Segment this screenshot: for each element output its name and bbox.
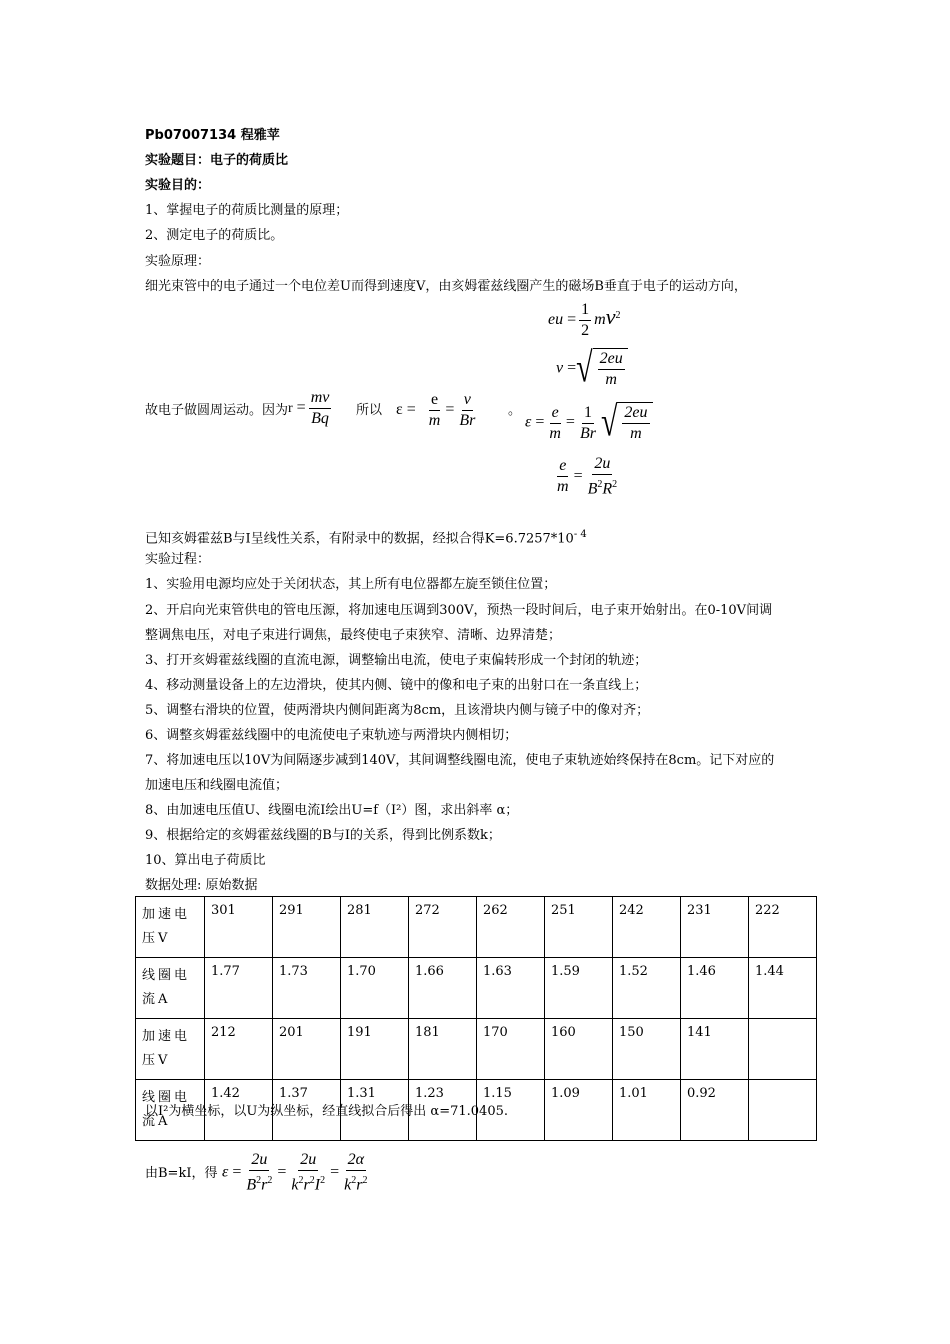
row-label: 线圈电流A [136, 1080, 205, 1141]
table-cell: 231 [681, 897, 749, 958]
table-cell: 1.15 [477, 1080, 545, 1141]
table-cell: 242 [613, 897, 681, 958]
procedure-heading: 实验过程： [145, 552, 211, 567]
principle-text-2 [145, 402, 288, 420]
equation-ratio-final: $\frac{e}{m}$ = $\frac{2u}{B^2R^2}$ [557, 455, 618, 498]
table-cell: 1.77 [205, 958, 273, 1019]
known-relation-text: 已知亥姆霍兹B与I呈线性关系，有附录中的数据，经拟合得K=6.7257*10 [145, 531, 574, 547]
purpose-2: 2、测定电子的荷质比。 [145, 228, 284, 243]
table-cell: 181 [409, 1019, 477, 1080]
principle-text-1: 细光束管中的电子通过一个电位差U而得到速度V，由亥姆霍兹线圈产生的磁场B垂直于电子的运动方向， [145, 279, 747, 294]
table-cell: 1.42 [205, 1080, 273, 1141]
known-relation-exponent: - 4 [573, 529, 587, 540]
equation-epsilon: ε = $\frac{e}{m}$ = $\frac{v}{Br}$ [396, 391, 476, 429]
table-cell: 251 [545, 897, 613, 958]
row-label: 加速电压V [136, 897, 205, 958]
table-cell: 1.59 [545, 958, 613, 1019]
table-cell: 170 [477, 1019, 545, 1080]
student-id-name: Pb07007134 程雅苹 [145, 128, 280, 143]
table-cell: 1.44 [749, 958, 817, 1019]
procedure-step: 1、实验用电源均应处于关闭状态，其上所有电位器都左旋至锁住位置； [145, 577, 557, 592]
procedure-step: 9、根据给定的亥姆霍兹线圈的B与I的关系，得到比例系数k； [145, 828, 501, 843]
table-cell: 272 [409, 897, 477, 958]
table-cell: 291 [273, 897, 341, 958]
equation-velocity: v = √ $\frac{2eu}{m}$ [556, 348, 628, 390]
procedure-step: 5、调整右滑块的位置，使两滑块内侧间距离为8cm，且该滑块内侧与镜子中的像对齐； [145, 703, 650, 718]
known-relation [145, 526, 587, 548]
table-cell: 1.63 [477, 958, 545, 1019]
row-label: 加速电压V [136, 1019, 205, 1080]
table-cell: 1.70 [341, 958, 409, 1019]
equation-energy: eu = $\frac{1}{2}$ $mv^2$ [548, 301, 621, 339]
table-cell [749, 1080, 817, 1141]
table-cell: 222 [749, 897, 817, 958]
fit-result: 以I²为横坐标，以U为纵坐标，经直线拟合后得出 α=71.0405. [145, 1104, 508, 1119]
procedure-step: 6、调整亥姆霍兹线圈中的电流使电子束轨迹与两滑块内侧相切； [145, 728, 518, 743]
table-cell [749, 1019, 817, 1080]
principle-heading: 实验原理： [145, 254, 211, 269]
table-row [136, 897, 817, 958]
procedure-step: 7、将加速电压以10V为间隔逐步减到140V，其间调整线圈电流，使电子束轨迹始终保持在8cm。记下对应的 [145, 753, 775, 768]
procedure-step: 2、开启向光束管供电的管电压源，将加速电压调到300V，预热一段时间后，电子束开始射出。在0-10V间调 [145, 603, 773, 618]
procedure-step: 4、移动测量设备上的左边滑块，使其内侧、镜中的像和电子束的出射口在一条直线上； [145, 678, 648, 693]
table-cell: 160 [545, 1019, 613, 1080]
table-cell: 1.52 [613, 958, 681, 1019]
final-equation: ε = $\frac{2u}{B^2r^2}$ = $\frac{2u}{k^2r^2I^2}$ = $\frac{2\alpha}{k^2r^2}$ [222, 1151, 368, 1194]
table-cell: 212 [205, 1019, 273, 1080]
principle-text-2c: 。 [508, 403, 522, 418]
purpose-heading: 实验目的： [145, 178, 211, 193]
table-cell: 1.01 [613, 1080, 681, 1141]
table-cell: 281 [341, 897, 409, 958]
principle-text-2b: 所以 [356, 403, 383, 418]
table-cell: 1.66 [409, 958, 477, 1019]
experiment-title: 实验题目：电子的荷质比 [145, 153, 289, 168]
procedure-step: 3、打开亥姆霍兹线圈的直流电源，调整输出电流，使电子束偏转形成一个封闭的轨迹； [145, 653, 648, 668]
equation-radius: r = $\frac{mv}{Bq}$ [288, 389, 330, 427]
purpose-1: 1、掌握电子的荷质比测量的原理； [145, 203, 349, 218]
table-cell: 201 [273, 1019, 341, 1080]
table-cell: 141 [681, 1019, 749, 1080]
table-cell: 1.09 [545, 1080, 613, 1141]
table-cell: 301 [205, 897, 273, 958]
procedure-step: 10、算出电子荷质比 [145, 853, 266, 868]
table-cell: 1.37 [273, 1080, 341, 1141]
table-cell: 1.73 [273, 958, 341, 1019]
principle-text-2a: 故电子做圆周运动。因为 [145, 403, 289, 418]
table-cell: 1.31 [341, 1080, 409, 1141]
data-heading: 数据处理: 原始数据 [145, 878, 258, 893]
equation-ratio: ε = $\frac{e}{m}$ = $\frac{1}{Br}$ √ $\frac{2eu}{m}$ [525, 402, 653, 444]
table-row [136, 958, 817, 1019]
table-cell: 1.46 [681, 958, 749, 1019]
table-cell: 262 [477, 897, 545, 958]
procedure-step: 8、由加速电压值U、线圈电流I绘出U=f（I²）图，求出斜率 α； [145, 803, 519, 818]
table-cell: 1.23 [409, 1080, 477, 1141]
table-row [136, 1019, 817, 1080]
procedure-step: 整调焦电压，对电子束进行调焦，最终使电子束狭窄、清晰、边界清楚； [145, 628, 562, 643]
final-prefix: 由B=kI，得 [145, 1166, 218, 1181]
row-label: 线圈电流A [136, 958, 205, 1019]
table-cell: 0.92 [681, 1080, 749, 1141]
table-cell: 150 [613, 1019, 681, 1080]
procedure-step: 加速电压和线圈电流值； [145, 778, 289, 793]
table-cell: 191 [341, 1019, 409, 1080]
